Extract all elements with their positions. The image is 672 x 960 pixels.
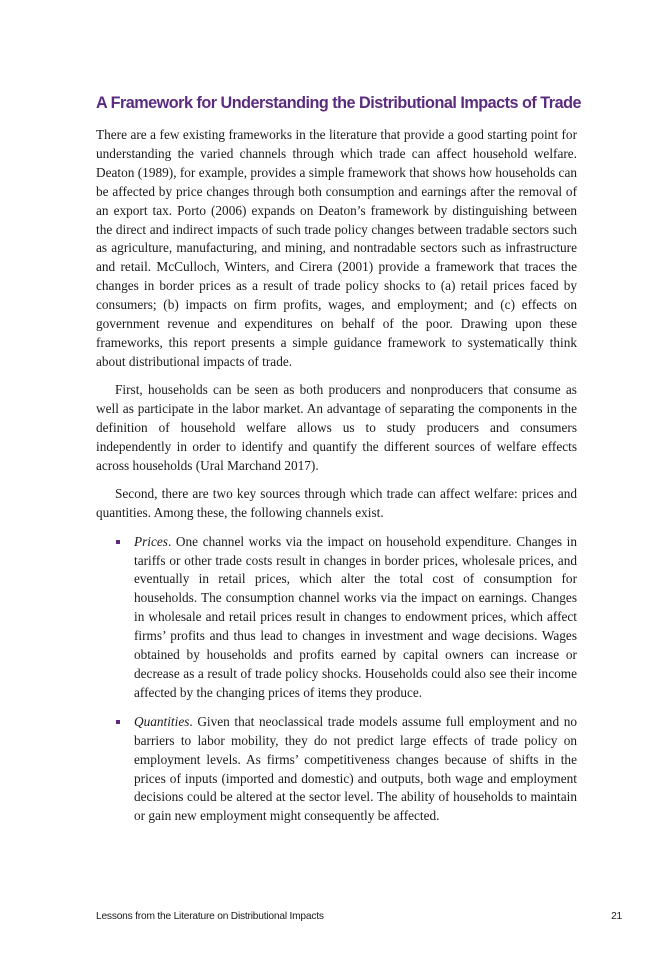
list-item-quantities bbox=[134, 713, 577, 826]
channel-list bbox=[96, 533, 577, 827]
paragraph-frameworks: There are a few existing frameworks in the literature that provide a good starting point for understanding the varied channels through which trade can affect household welfare. Deaton (1989), for example, provides a simple framework that shows how households can be affected by price changes through both consumption and earnings after the removal of an export tax. Porto (2006) expands on Deaton’s framework by distinguishing between the direct and indirect impacts of such trade policy changes between tradable sectors such as agriculture, manufacturing, and mining, and nontradable sectors such as infrastructure and retail. McCulloch, Winters, and Cirera (2001) provide a framework that traces the changes in border prices as a result of trade policy shocks to (a) retail prices faced by consumers; (b) impacts on firm profits, wages, and employment; and (c) effects on government revenue and expenditures on behalf of the poor. Drawing upon these frameworks, this report presents a simple guidance framework to systematically think about distributional impacts of trade. bbox=[96, 127, 577, 369]
bullet-text-quantities: . Given that neoclassical trade models assume full employment and no barriers to labor mobility, they do not predict large effects of trade policy on employment levels. As firms’ competitiveness changes because of shifts in the prices of inputs (imported and domestic) and outputs, both wage and employment decisions could be altered at the sector level. The ability of households to maintain or gain new employment might consequently be affected. bbox=[134, 713, 577, 824]
square-bullet-icon bbox=[116, 720, 120, 724]
bullet-text-prices: . One channel works via the impact on household expenditure. Changes in tariffs or other trade costs result in changes in border prices, wholesale prices, and eventually in retail prices, which alter the total cost of consumption for households. The consumption channel works via the impact on earnings. Changes in wholesale and retail prices result in changes to endowment prices, which affect firms’ profits and thus lead to changes in investment and wage decisions. Wages obtained by households and profits earned by capital owners can increase or decrease as a result of trade policy shocks. Households could also see their income affected by the changing prices of items they produce. bbox=[134, 533, 577, 700]
paragraph-channels: Second, there are two key sources through which trade can affect welfare: prices and quantities. Among these, the following channels exist. bbox=[96, 486, 577, 521]
page-content bbox=[96, 92, 581, 836]
page-number: 21 bbox=[611, 911, 622, 922]
list-item-prices bbox=[134, 533, 577, 703]
paragraph-households: First, households can be seen as both producers and nonproducers that consume as well as participate in the labor market. An advantage of separating the components in the definition of household welfare allows us to study producers and consumers independently in order to identify and quantify the different sources of welfare effects across households (Ural Marchand 2017). bbox=[96, 382, 577, 473]
running-title: Lessons from the Literature on Distributional Impacts bbox=[96, 911, 324, 922]
section-heading: A Framework for Understanding the Distributional Impacts of Trade bbox=[96, 94, 581, 112]
bullet-lead-quantities: Quantities bbox=[134, 713, 190, 729]
bullet-lead-prices: Prices bbox=[134, 533, 168, 549]
square-bullet-icon bbox=[116, 540, 120, 544]
